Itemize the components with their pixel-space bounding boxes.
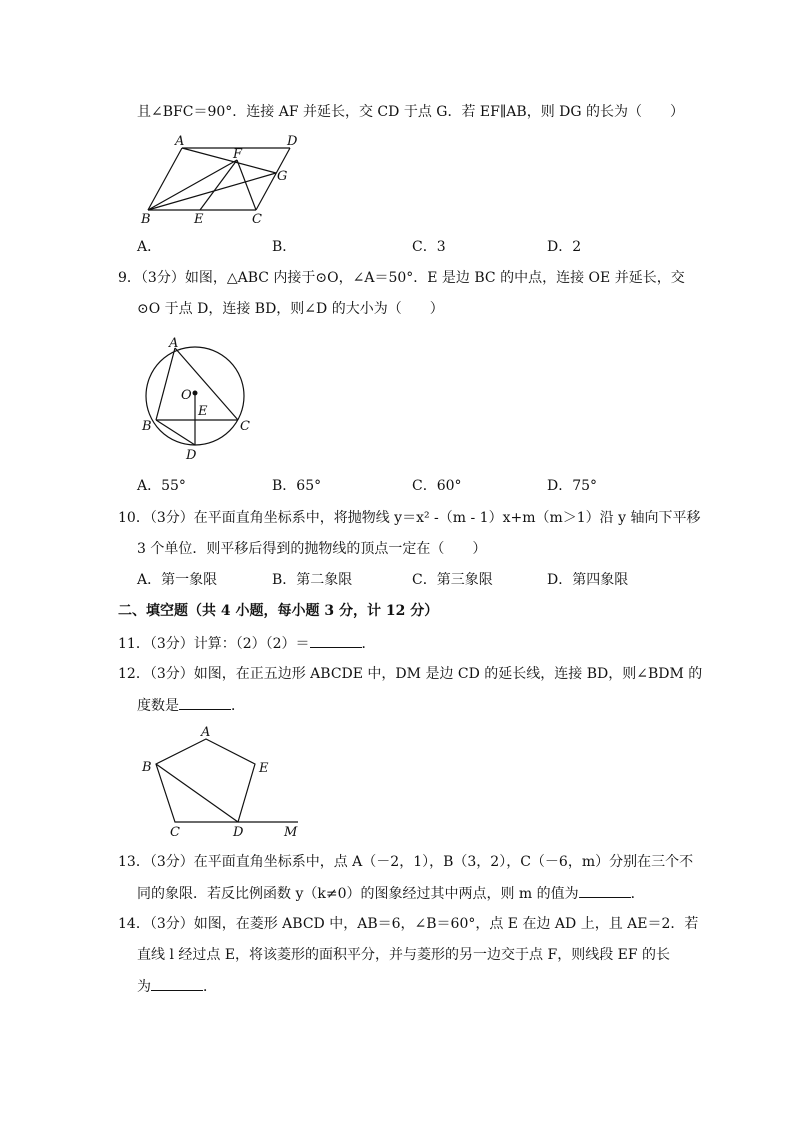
q8-option-b[interactable]: B．	[272, 239, 297, 255]
q9-label-B: B	[142, 419, 152, 434]
q12-line1: 12．（3分）如图，在正五边形 ABCDE 中，DM 是边 CD 的延长线，连接 BD，则∠BDM 的	[118, 666, 703, 682]
q13-answer-blank[interactable]	[579, 883, 631, 898]
q9-option-a[interactable]: A．55°	[137, 478, 186, 494]
q13-line1: 13．（3分）在平面直角坐标系中，点 A（－2，1），B（3，2），C（－6，m）分别在三个不	[118, 854, 694, 870]
q11-line	[118, 633, 376, 654]
q10-line1: 10．（3分）在平面直角坐标系中，将抛物线 y＝x² -（m - 1）x+m（m＞1）沿 y 轴向下平移	[118, 510, 701, 526]
q11-answer-blank[interactable]	[310, 633, 362, 648]
q14-tail: ．	[203, 979, 217, 995]
q8-parallelogram-figure	[140, 132, 310, 228]
q14-answer-blank[interactable]	[151, 976, 203, 991]
q10-line2: 3 个单位．则平移后得到的抛物线的顶点一定在（ ）	[137, 541, 487, 557]
q8-label-G: G	[277, 169, 288, 184]
q9-line2: ⊙O 于点 D，连接 BD，则∠D 的大小为（ ）	[137, 301, 444, 317]
q14-line2: 直线 l 经过点 E，将该菱形的面积平分，并与菱形的另一边交于点 F，则线段 EF 的长	[137, 947, 671, 963]
q8-option-a[interactable]: A．	[137, 239, 162, 255]
q9-label-E: E	[198, 404, 208, 419]
q8-label-F: F	[233, 147, 243, 162]
q9-option-c[interactable]: C．60°	[412, 478, 462, 494]
q8-stem: 且∠BFC＝90°．连接 AF 并延长，交 CD 于点 G．若 EF∥AB，则 DG 的长为（ ）	[137, 104, 685, 120]
q10-option-a[interactable]: A．第一象限	[137, 572, 218, 588]
q13-line2-text: 同的象限．若反比例函数 y（k≠0）的图象经过其中两点，则 m 的值为	[137, 886, 579, 902]
q12-line2-text: 度数是	[137, 698, 179, 714]
q12-label-D: D	[233, 825, 244, 840]
q12-label-B: B	[142, 760, 152, 775]
q14-line1: 14．（3分）如图，在菱形 ABCD 中，AB＝6，∠B＝60°，点 E 在边 AD 上，且 AE＝2．若	[118, 916, 699, 932]
q9-label-O: O	[181, 388, 192, 403]
q12-answer-blank[interactable]	[179, 695, 231, 710]
q12-label-A: A	[201, 725, 211, 740]
q11-text: 11．（3分）计算：（2）（2）＝	[118, 636, 310, 652]
q8-label-C: C	[252, 212, 262, 227]
section-heading-fill-in: 二、填空题（共 4 小题，每小题 3 分，计 12 分）	[118, 603, 439, 619]
q8-label-D: D	[287, 134, 298, 149]
q12-tail: ．	[231, 698, 245, 714]
q14-line3	[137, 976, 217, 997]
q9-line1: 9．（3分）如图，△ABC 内接于⊙O，∠A＝50°．E 是边 BC 的中点，连接 OE 并延长，交	[118, 270, 685, 286]
q8-label-E: E	[194, 212, 204, 227]
q12-line2	[137, 695, 245, 716]
q14-line3-text: 为	[137, 979, 151, 995]
q9-label-D: D	[186, 448, 197, 463]
q10-option-d[interactable]: D．第四象限	[547, 572, 629, 588]
q9-option-d[interactable]: D．75°	[547, 478, 598, 494]
q8-label-B: B	[141, 212, 151, 227]
q9-option-b[interactable]: B．65°	[272, 478, 322, 494]
q9-circle-figure	[138, 336, 258, 464]
q13-tail: ．	[630, 886, 645, 902]
q10-option-b[interactable]: B．第二象限	[272, 572, 353, 588]
q12-label-E: E	[259, 761, 269, 776]
q11-tail: ．	[361, 636, 376, 652]
q12-label-M: M	[284, 825, 298, 840]
q13-line2	[137, 883, 645, 904]
q12-label-C: C	[170, 825, 180, 840]
q8-option-c[interactable]: C．3	[412, 239, 446, 255]
q10-option-c[interactable]: C．第三象限	[412, 572, 493, 588]
q12-pentagon-figure	[138, 724, 308, 840]
q8-label-A: A	[175, 134, 185, 149]
q9-label-C: C	[240, 419, 250, 434]
q8-option-d[interactable]: D．2	[547, 239, 582, 255]
q9-label-A: A	[169, 336, 179, 351]
